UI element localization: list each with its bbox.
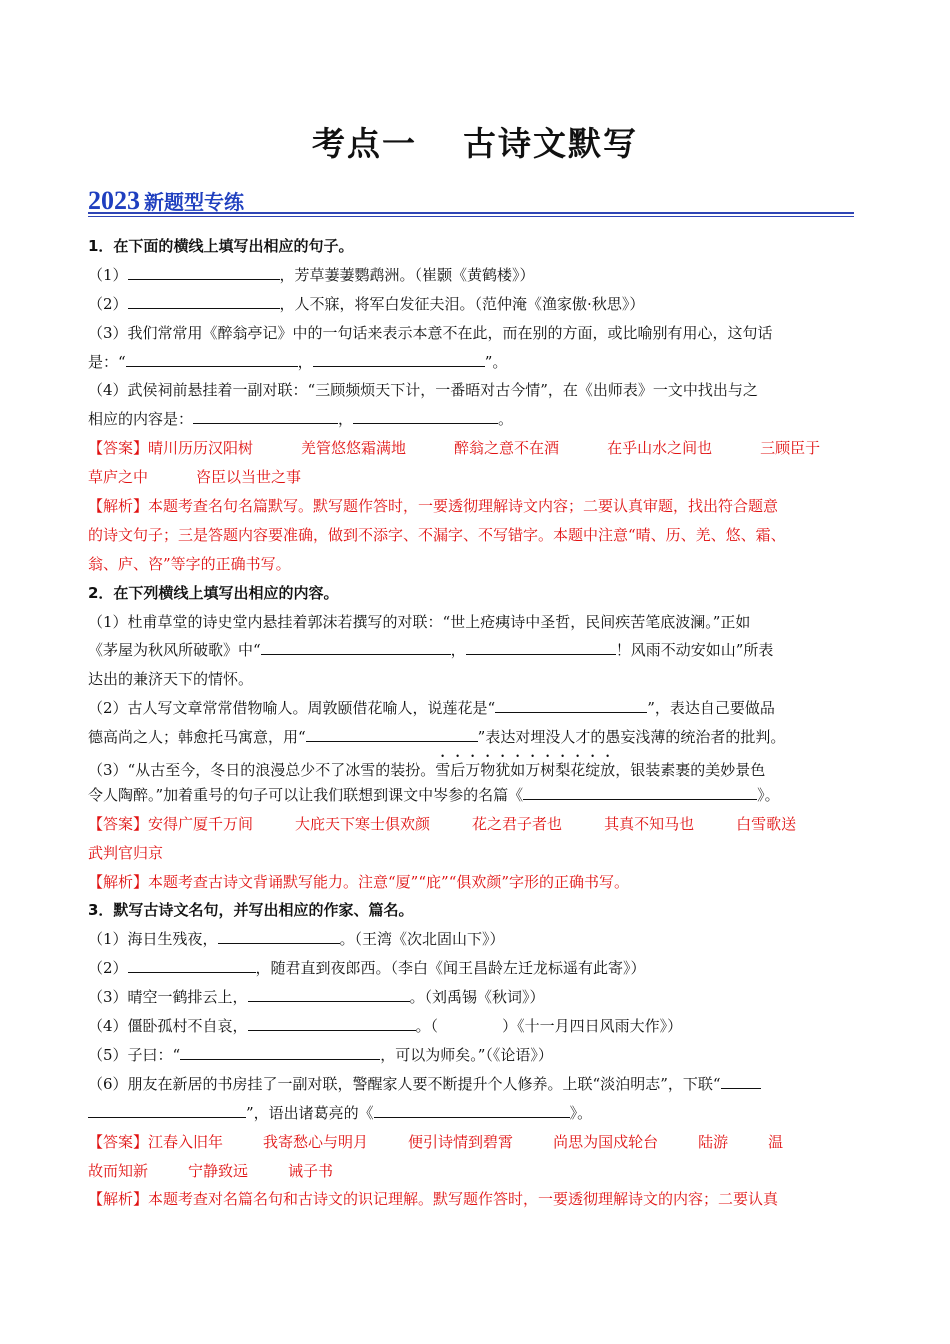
question-1-item-3-blanks: 是：“ ， ”。	[88, 348, 864, 377]
question-1-analysis-2: 的诗文句子；三是答题内容要准确，做到不添字、不漏字、不写错字。本题中注意“晴、历、羌、悠、霜、	[88, 525, 786, 544]
question-3-answer: 【答案】江春入旧年 我寄愁心与明月 便引诗情到碧霄 尚思为国戍轮台 陆游 温	[88, 1132, 784, 1151]
question-1-answer: 【答案】晴川历历汉阳树 羌管悠悠霜满地 醉翁之意不在酒 在乎山水之间也 三顾臣于	[88, 439, 821, 458]
question-2-heading: 2．在下列横线上填写出相应的内容。	[88, 583, 339, 602]
section-label: 新题型专练	[144, 190, 244, 214]
question-1-item-4: （4）武侯祠前悬挂着一副对联：“三顾频烦天下计，一番晤对古今情”，在《出师表》一文中找出与之	[88, 381, 758, 400]
section-year: 2023	[88, 186, 140, 215]
question-1-item-4-blanks: 相应的内容是： ， 。	[88, 405, 864, 434]
document-body	[88, 232, 864, 1214]
question-1-analysis: 【解析】本题考查名句名篇默写。默写题作答时，一要透彻理解诗文内容；二要认真审题，找出符合题意	[88, 497, 779, 516]
question-2-item-1-blanks: 《茅屋为秋风所破歌》中“ ， ！风雨不动安如山”所表	[88, 636, 864, 665]
question-3-analysis: 【解析】本题考查对名篇名句和古诗文的识记理解。默写题作答时，一要透彻理解诗文的内容；二要认真	[88, 1190, 779, 1209]
question-1-analysis-3: 翁、庐、咨”等字的正确书写。	[88, 554, 291, 573]
question-3-item-5: （5）子曰：“ ，可以为师矣。”（《论语》）	[88, 1041, 864, 1070]
section-rule	[88, 212, 854, 214]
question-1-item-2: （2） ，人不寐，将军白发征夫泪。（范仲淹《渔家傲·秋思》）	[88, 290, 864, 319]
question-3-item-2: （2） ，随君直到夜郎西。（李白《闻王昌龄左迁龙标遥有此寄》）	[88, 954, 864, 983]
question-2-answer-cont: 武判官归京	[88, 843, 164, 862]
question-2-item-1: （1）杜甫草堂的诗史堂内悬挂着郭沫若撰写的对联：“世上疮痍诗中圣哲，民间疾苦笔底波澜。”正如	[88, 612, 751, 631]
page-title: 考点一 古诗文默写	[312, 124, 638, 163]
question-2-item-2-cont: 德高尚之人；韩愈托马寓意，用“ ”表达对埋没人才的愚妄浅薄的统治者的批判。	[88, 723, 864, 752]
question-2-item-1-cont: 达出的兼济天下的情怀。	[88, 670, 254, 689]
question-3-answer-cont: 故而知新 宁静致远 诫子书	[88, 1161, 334, 1180]
question-2-answer: 【答案】安得广厦千万间 大庇天下寒士俱欢颜 花之君子者也 其真不知马也 白雪歌送	[88, 814, 797, 833]
question-3-item-6-cont: ”，语出诸葛亮的《 》。	[88, 1099, 864, 1128]
question-1-answer-cont: 草庐之中 咨臣以当世之事	[88, 468, 302, 487]
question-2-item-2: （2）古人写文章常常借物喻人。周敦颐借花喻人，说莲花是“ ”，表达自己要做品	[88, 694, 864, 723]
question-1-heading: 1．在下面的横线上填写出相应的句子。	[88, 237, 354, 255]
question-3-item-3: （3）晴空一鹤排云上， 。（刘禹锡《秋词》）	[88, 983, 864, 1012]
question-2-item-3: （3）“从古至今，冬日的浪漫总少不了冰雪的装扮。雪后万物犹如万树梨花绽放，银装素裹的美妙景色	[88, 761, 766, 780]
question-1-item-1: （1） ，芳草萋萋鹦鹉洲。（崔颢《黄鹤楼》）	[88, 261, 864, 290]
section-header	[88, 186, 854, 220]
question-2-analysis: 【解析】本题考查古诗文背诵默写能力。注意“厦”“庇”“俱欢颜”字形的正确书写。	[88, 872, 630, 891]
question-2-item-3-cont: 令人陶醉。”加着重号的句子可以让我们联想到课文中岑参的名篇《 》。	[88, 781, 864, 810]
question-3-heading: 3．默写古诗文名句，并写出相应的作家、篇名。	[88, 901, 414, 920]
question-1-item-3: （3）我们常常用《醉翁亭记》中的一句话来表示本意不在此，而在别的方面，或比喻别有用心，这句话	[88, 323, 773, 342]
question-3-item-6: （6）朋友在新居的书房挂了一副对联，警醒家人要不断提升个人修养。上联“淡泊明志”，下联“	[88, 1070, 864, 1099]
question-3-item-4: （4）僵卧孤村不自哀， 。（ ）《十一月四日风雨大作》）	[88, 1012, 864, 1041]
question-3-item-1: （1）海日生残夜， 。（王湾《次北固山下》）	[88, 925, 864, 954]
section-rule-thin	[88, 216, 854, 217]
